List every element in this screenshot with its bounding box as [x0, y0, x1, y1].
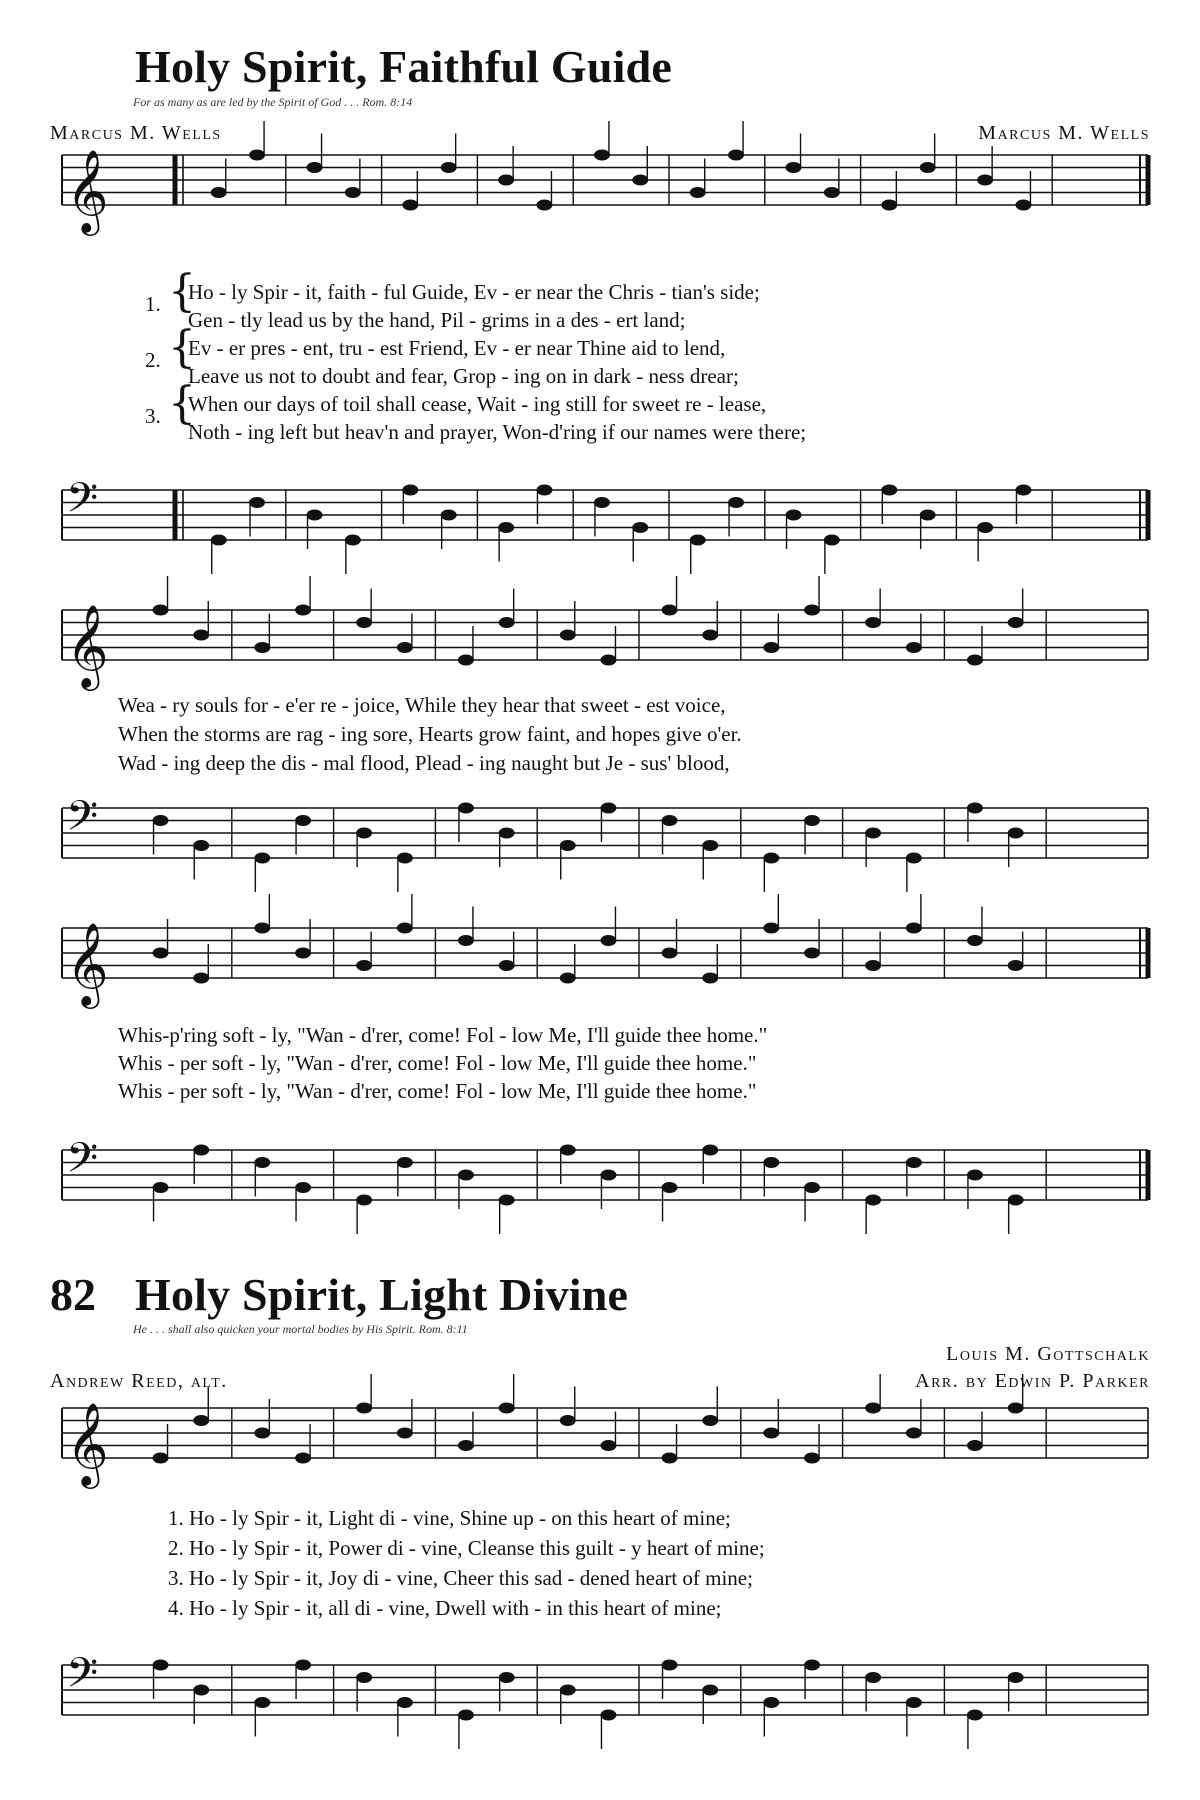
lyric-line: 3. Ho - ly Spir - it, Joy di - vine, Cheer this sad - dened heart of mine; — [168, 1566, 753, 1590]
bass-clef-icon: 𝄢 — [66, 792, 99, 850]
lyric-line: Leave us not to doubt and fear, Grop - ing on in dark - ness drear; — [188, 364, 739, 388]
lyric-line: Whis-p'ring soft - ly, "Wan - d'rer, come! Fol - low Me, I'll guide thee home." — [118, 1023, 768, 1047]
note-head — [560, 1685, 576, 1696]
words-credit: Marcus M. Wells — [50, 122, 222, 144]
note-head — [967, 1710, 983, 1721]
hymn-number: 82 — [50, 1269, 96, 1320]
lyric-line: Ev - er pres - ent, tru - est Friend, Ev - er near Thine aid to lend, — [188, 336, 726, 360]
hymn-title: Holy Spirit, Faithful Guide — [135, 41, 673, 92]
hymn-title: Holy Spirit, Light Divine — [135, 1269, 629, 1320]
verse-brace: { — [168, 378, 196, 429]
lyric-line: Wea - ry souls for - e'er re - joice, While they hear that sweet - est voice, — [118, 693, 726, 717]
verse-number: 3. — [145, 404, 161, 428]
music-credit: Louis M. Gottschalk — [946, 1343, 1150, 1365]
lyric-line: Whis - per soft - ly, "Wan - d'rer, come! Fol - low Me, I'll guide thee home." — [118, 1079, 757, 1103]
note-head — [295, 1660, 311, 1671]
treble-clef-icon: 𝄞 — [66, 603, 109, 687]
bass-clef-icon: 𝄢 — [66, 474, 99, 532]
note-head — [763, 1697, 779, 1708]
lyric-line: When the storms are rag - ing sore, Hearts grow faint, and hopes give o'er. — [118, 722, 742, 746]
treble-clef-icon: 𝄞 — [66, 1401, 109, 1485]
lyric-line: Ho - ly Spir - it, faith - ful Guide, Ev - er near the Chris - tian's side; — [188, 280, 760, 304]
bass-clef-icon: 𝄢 — [66, 1649, 99, 1707]
verse-number: 1. — [145, 292, 161, 316]
lyric-line: 2. Ho - ly Spir - it, Power di - vine, Cleanse this guilt - y heart of mine; — [168, 1536, 765, 1560]
note-head — [702, 1685, 718, 1696]
note-head — [458, 1710, 474, 1721]
verse-brace: { — [168, 322, 196, 373]
scripture-reference: He . . . shall also quicken your mortal bodies by His Spirit. Rom. 8:11 — [133, 1322, 468, 1336]
lyric-line: 4. Ho - ly Spir - it, all di - vine, Dwell with - in this heart of mine; — [168, 1596, 722, 1620]
note-head — [804, 1660, 820, 1671]
note-head — [153, 1660, 169, 1671]
lyric-line: Noth - ing left but heav'n and prayer, Won-d'ring if our names were there; — [188, 420, 807, 444]
note-head — [906, 1697, 922, 1708]
arranger-credit: Arr. by Edwin P. Parker — [915, 1370, 1150, 1392]
lyric-line: Whis - per soft - ly, "Wan - d'rer, come! Fol - low Me, I'll guide thee home." — [118, 1051, 757, 1075]
treble-clef-icon: 𝄞 — [66, 921, 109, 1005]
treble-clef-icon: 𝄞 — [66, 148, 109, 232]
scripture-reference: For as many as are led by the Spirit of God . . . Rom. 8:14 — [133, 95, 413, 109]
note-head — [397, 1697, 413, 1708]
verse-brace: { — [168, 266, 196, 317]
lyric-line: When our days of toil shall cease, Wait - ing still for sweet re - lease, — [188, 392, 767, 416]
note-head — [1008, 1672, 1024, 1683]
note-head — [865, 1672, 881, 1683]
bass-clef-icon: 𝄢 — [66, 1134, 99, 1192]
note-head — [499, 1672, 515, 1683]
lyric-line: Gen - tly lead us by the hand, Pil - grims in a des - ert land; — [188, 308, 686, 332]
music-credit: Marcus M. Wells — [978, 122, 1150, 144]
lyric-line: Wad - ing deep the dis - mal flood, Plead - ing naught but Je - sus' blood, — [118, 751, 730, 775]
note-head — [254, 1697, 270, 1708]
words-credit: Andrew Reed, alt. — [50, 1370, 228, 1392]
note-head — [356, 1672, 372, 1683]
verse-number: 2. — [145, 348, 161, 372]
lyric-line: 1. Ho - ly Spir - it, Light di - vine, Shine up - on this heart of mine; — [168, 1506, 731, 1530]
note-head — [600, 1710, 616, 1721]
note-head — [662, 1660, 678, 1671]
note-head — [193, 1685, 209, 1696]
